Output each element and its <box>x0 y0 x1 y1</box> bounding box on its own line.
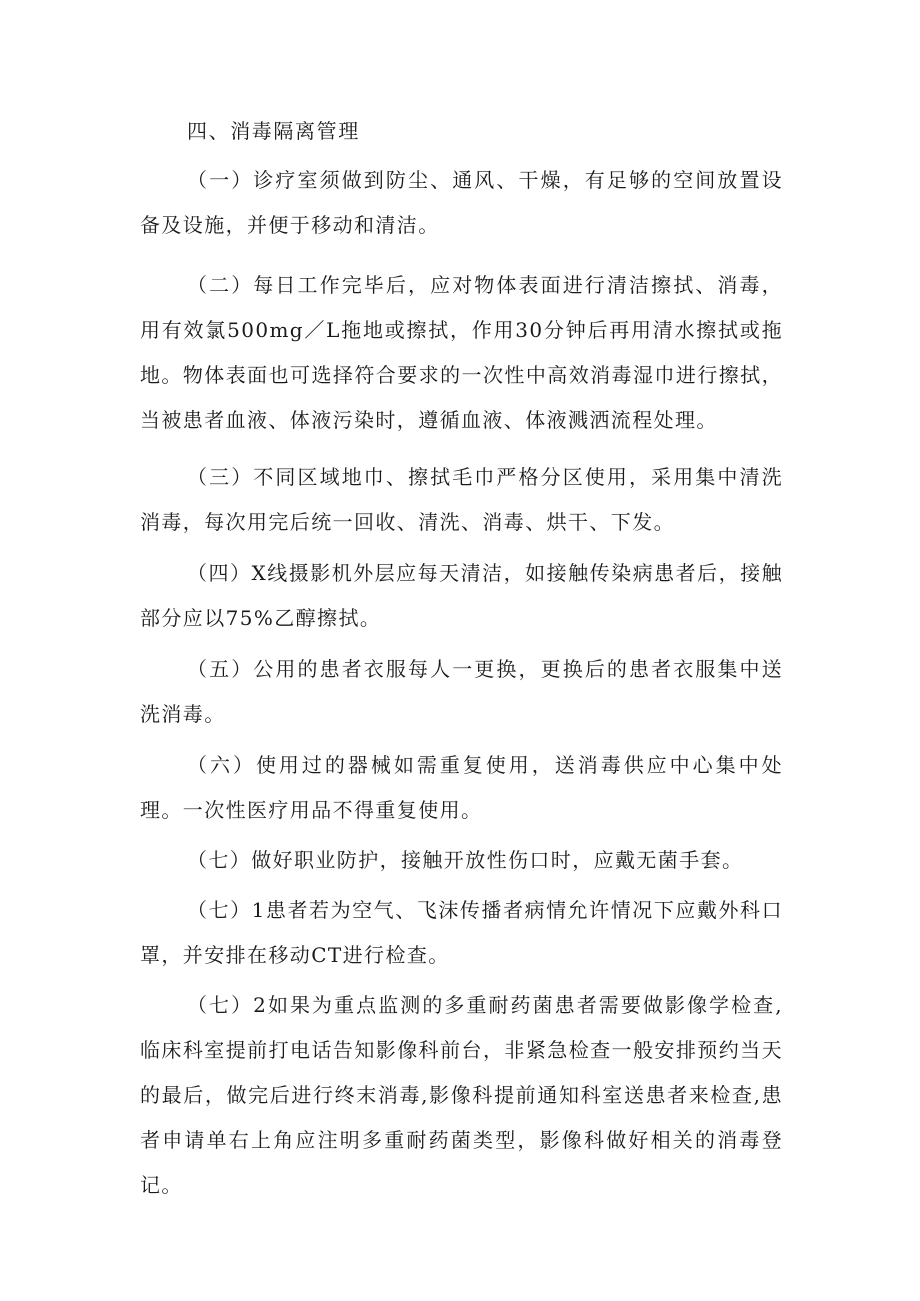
paragraph-2: （二）每日工作完毕后，应对物体表面进行清洁擦拭、消毒，用有效氯500mg／L拖地或擦拭，作用30分钟后再用清水擦拭或拖地。物体表面也可选择符合要求的一次性中高效消毒湿巾进行擦拭，当被患者血液、体液污染时，遵循血液、体液溅洒流程处理。 <box>140 273 783 432</box>
paragraph-6: （六）使用过的器械如需重复使用，送消毒供应中心集中处理。一次性医疗用品不得重复使用。 <box>140 753 783 822</box>
paragraph-7: （七）做好职业防护，接触开放性伤口时，应戴无菌手套。 <box>187 848 744 872</box>
paragraph-5: （五）公用的患者衣服每人一更换，更换后的患者衣服集中送洗消毒。 <box>140 657 783 726</box>
paragraph-4: （四）X线摄影机外层应每天清洁，如接触传染病患者后，接触部分应以75%乙醇擦拭。 <box>140 561 783 630</box>
paragraph-7-1: （七）1患者若为空气、飞沫传播者病情允许情况下应戴外科口罩，并安排在移动CT进行检查。 <box>140 898 783 967</box>
paragraph-3: （三）不同区域地巾、擦拭毛巾严格分区使用，采用集中清洗消毒，每次用完后统一回收、清洗、消毒、烘干、下发。 <box>140 465 783 534</box>
paragraph-1: （一）诊疗室须做到防尘、通风、干燥，有足够的空间放置设备及设施，并便于移动和清洁。 <box>140 168 783 237</box>
section-heading: 四、消毒隔离管理 <box>187 119 360 143</box>
paragraph-7-2: （七）2如果为重点监测的多重耐药菌患者需要做影像学检查,临床科室提前打电话告知影像科前台，非紧急检查一般安排预约当天的最后，做完后进行终末消毒,影像科提前通知科室送患者来检查,患者申请单右上角应注明多重耐药菌类型，影像科做好相关的消毒登记。 <box>140 993 783 1197</box>
